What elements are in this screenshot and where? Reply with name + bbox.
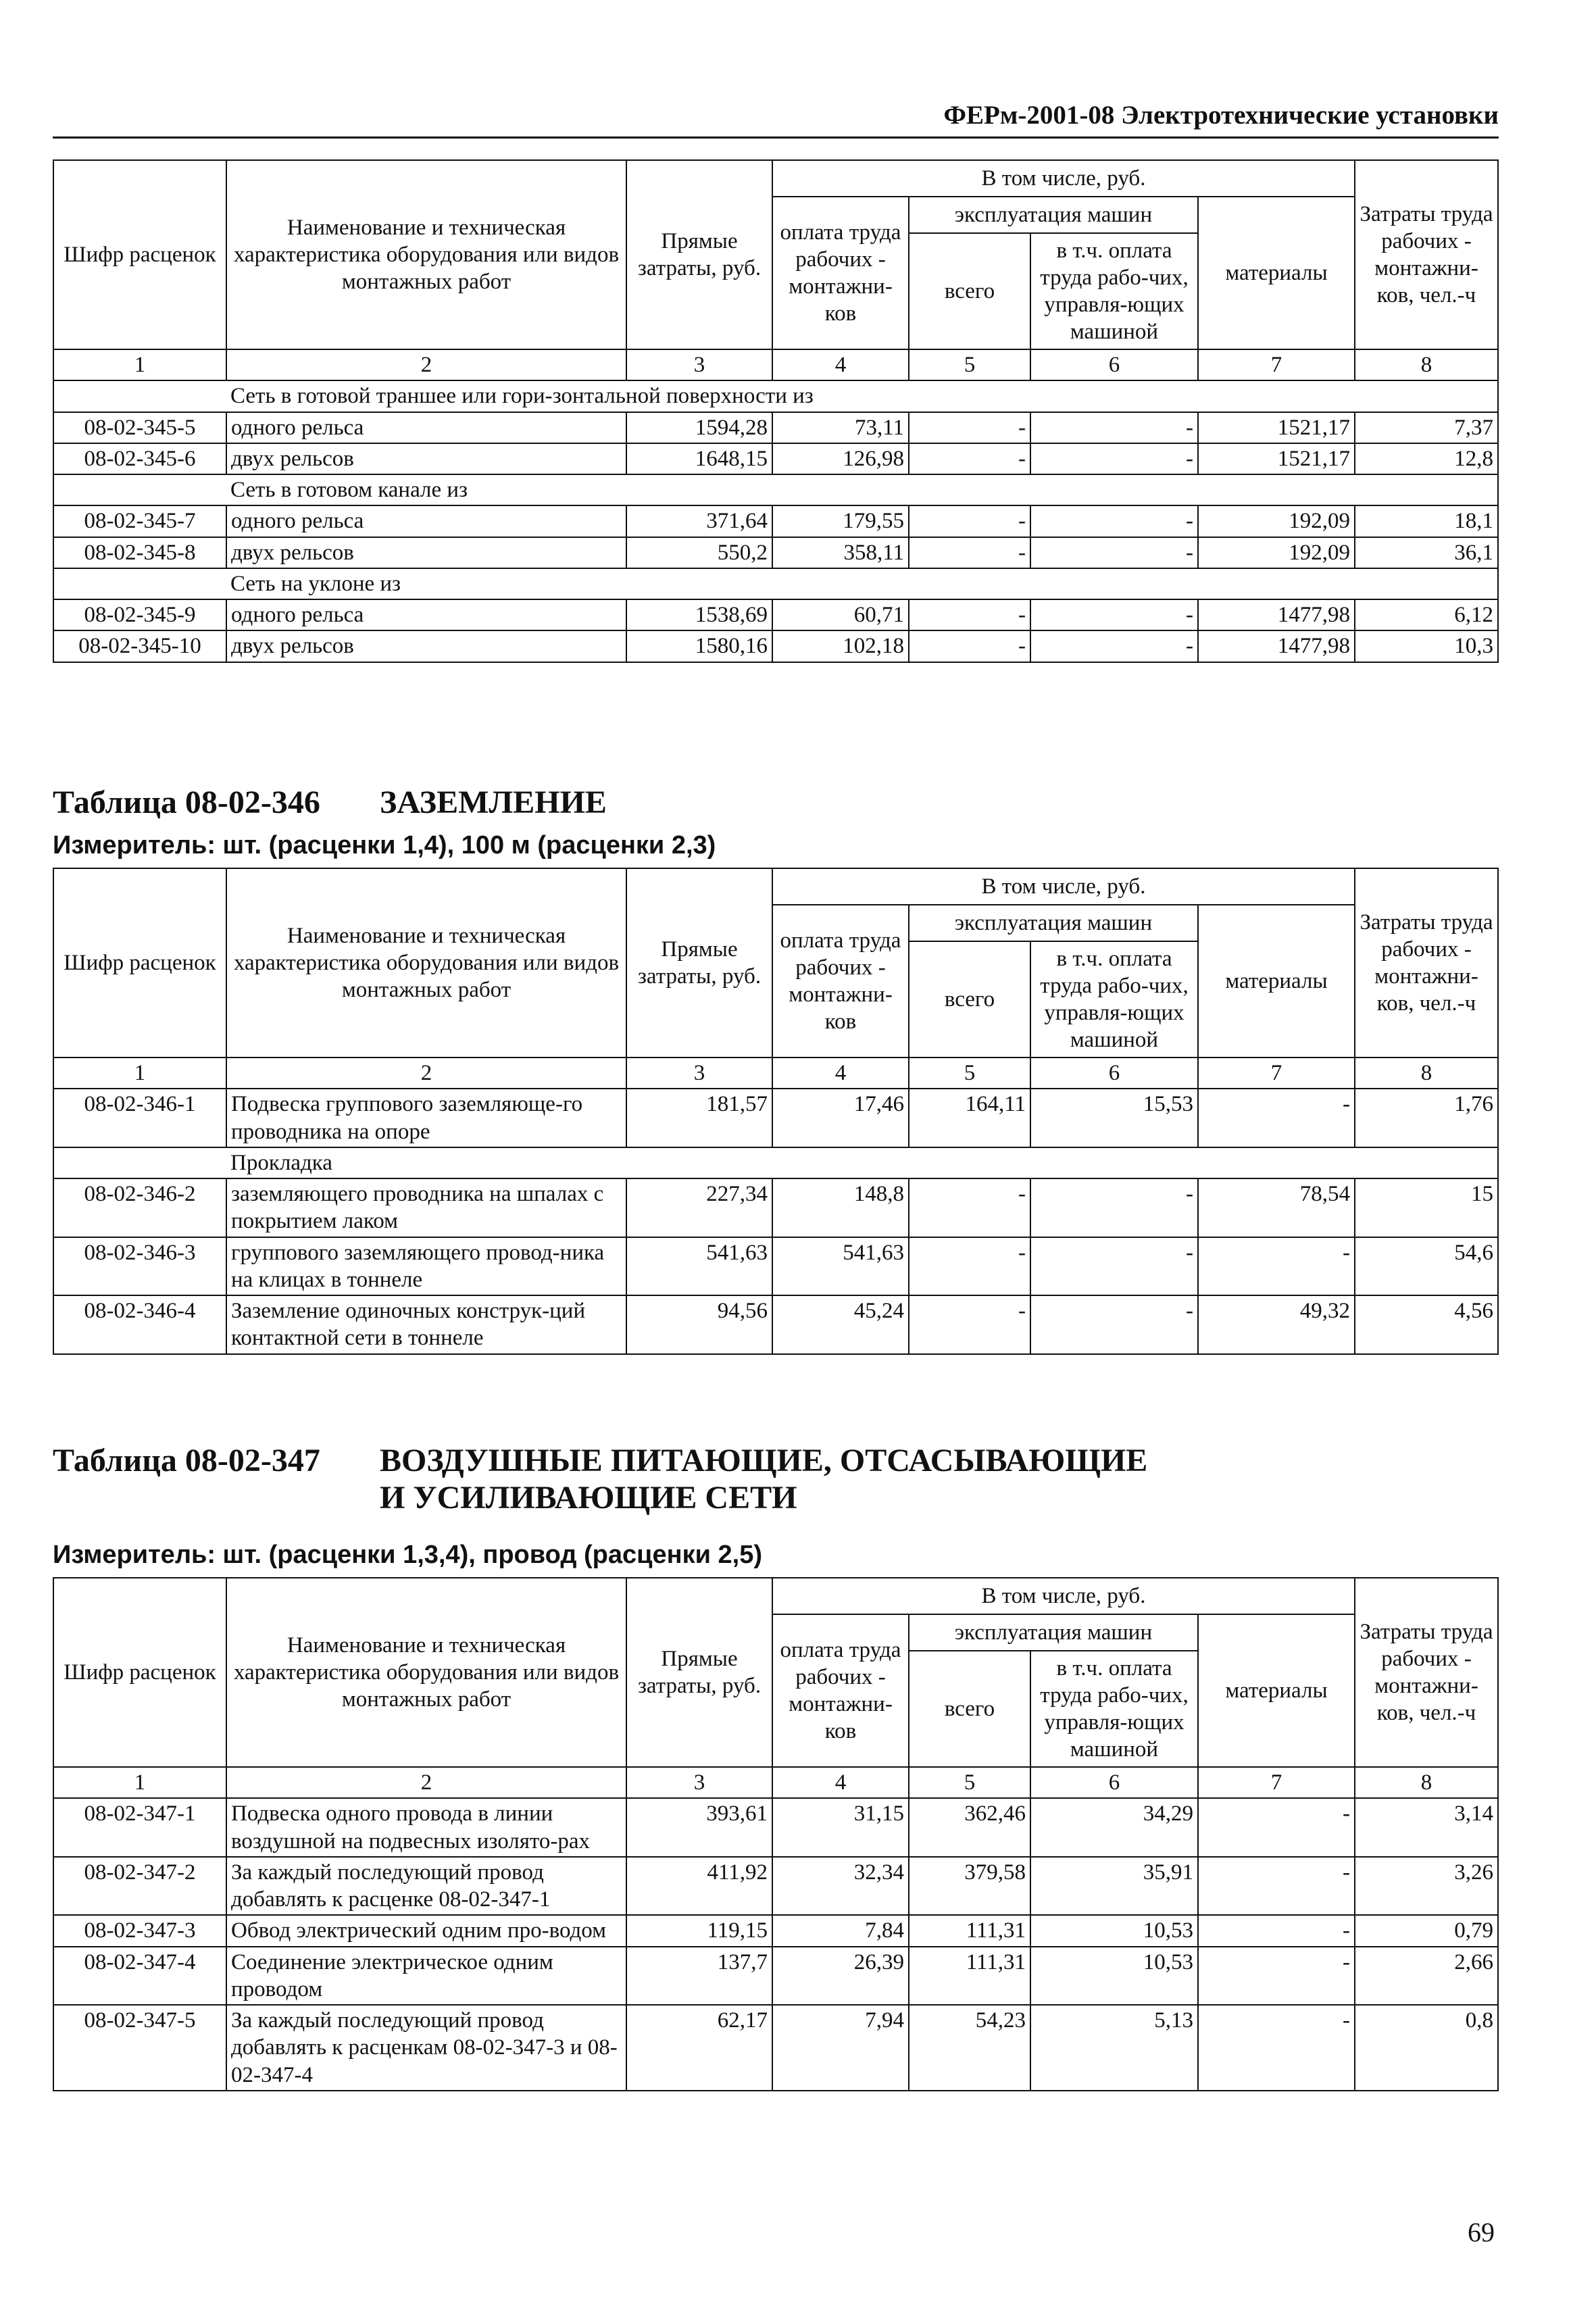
header-labor: Затраты труда рабочих - монтажни-ков, чел.-ч bbox=[1355, 868, 1498, 1057]
table-346-code: Таблица 08-02-346 bbox=[53, 785, 320, 820]
table-346-measure: Измеритель: шт. (расценки 1,4), 100 м (расценки 2,3) bbox=[53, 831, 716, 860]
section-spacer bbox=[53, 474, 226, 505]
labor-hours: 4,56 bbox=[1355, 1295, 1498, 1354]
column-number: 4 bbox=[772, 1767, 909, 1798]
labor-hours: 10,3 bbox=[1355, 630, 1498, 662]
rate-code: 08-02-346-3 bbox=[53, 1237, 226, 1296]
section-spacer bbox=[53, 380, 226, 412]
table-row bbox=[53, 1857, 1498, 1916]
table-row bbox=[53, 1295, 1498, 1354]
section-spacer bbox=[53, 568, 226, 599]
section-row bbox=[53, 1147, 1498, 1178]
header-rule bbox=[53, 136, 1499, 139]
header-labor: Затраты труда рабочих - монтажни-ков, чел.-ч bbox=[1355, 1578, 1498, 1767]
labor-hours: 12,8 bbox=[1355, 443, 1498, 474]
materials: 78,54 bbox=[1198, 1178, 1355, 1237]
machines-wages: - bbox=[1030, 537, 1198, 568]
work-name: одного рельса bbox=[226, 412, 626, 443]
column-number: 7 bbox=[1198, 1057, 1355, 1089]
header-materials: материалы bbox=[1198, 1614, 1355, 1767]
header-code: Шифр расценок bbox=[53, 160, 226, 349]
section-row bbox=[53, 568, 1498, 599]
materials: - bbox=[1198, 1798, 1355, 1857]
section-row bbox=[53, 380, 1498, 412]
materials: - bbox=[1198, 1089, 1355, 1147]
header-wages: оплата труда рабочих - монтажни-ков bbox=[772, 905, 909, 1057]
rate-code: 08-02-345-8 bbox=[53, 537, 226, 568]
direct-cost: 411,92 bbox=[626, 1857, 772, 1916]
header-mach-wages: в т.ч. оплата труда рабо-чих, управля-ющих машиной bbox=[1030, 941, 1198, 1057]
materials: - bbox=[1198, 1915, 1355, 1946]
header-wages: оплата труда рабочих - монтажни-ков bbox=[772, 1614, 909, 1767]
table-347-measure: Измеритель: шт. (расценки 1,3,4), провод (расценки 2,5) bbox=[53, 1541, 763, 1569]
machines-total: - bbox=[909, 599, 1030, 630]
column-number: 6 bbox=[1030, 1767, 1198, 1798]
table-row bbox=[53, 505, 1498, 537]
header-materials: материалы bbox=[1198, 197, 1355, 349]
rate-code: 08-02-345-7 bbox=[53, 505, 226, 537]
rate-code: 08-02-347-2 bbox=[53, 1857, 226, 1916]
table-row bbox=[53, 537, 1498, 568]
machines-wages: - bbox=[1030, 412, 1198, 443]
table-346-title bbox=[53, 784, 607, 821]
wages: 179,55 bbox=[772, 505, 909, 537]
labor-hours: 7,37 bbox=[1355, 412, 1498, 443]
table-row bbox=[53, 1237, 1498, 1296]
wages: 73,11 bbox=[772, 412, 909, 443]
machines-total: - bbox=[909, 1178, 1030, 1237]
labor-hours: 15 bbox=[1355, 1178, 1498, 1237]
table-347-name-line1: ВОЗДУШНЫЕ ПИТАЮЩИЕ, ОТСАСЫВАЮЩИЕ bbox=[380, 1443, 1148, 1478]
rate-code: 08-02-347-1 bbox=[53, 1798, 226, 1857]
wages: 17,46 bbox=[772, 1089, 909, 1147]
direct-cost: 181,57 bbox=[626, 1089, 772, 1147]
work-name: одного рельса bbox=[226, 599, 626, 630]
header-direct: Прямые затраты, руб. bbox=[626, 160, 772, 349]
rate-code: 08-02-345-5 bbox=[53, 412, 226, 443]
labor-hours: 36,1 bbox=[1355, 537, 1498, 568]
wages: 7,84 bbox=[772, 1915, 909, 1946]
header-direct: Прямые затраты, руб. bbox=[626, 1578, 772, 1767]
labor-hours: 3,26 bbox=[1355, 1857, 1498, 1916]
work-name: Подвеска одного провода в линии воздушной на подвесных изолято-рах bbox=[226, 1798, 626, 1857]
machines-wages: 10,53 bbox=[1030, 1947, 1198, 2006]
rate-code: 08-02-347-4 bbox=[53, 1947, 226, 2006]
materials: 1477,98 bbox=[1198, 630, 1355, 662]
direct-cost: 1580,16 bbox=[626, 630, 772, 662]
materials: - bbox=[1198, 1947, 1355, 2006]
table-header bbox=[53, 160, 1498, 380]
direct-cost: 119,15 bbox=[626, 1915, 772, 1946]
section-title: Сеть в готовой траншее или гори-зонтальной поверхности из bbox=[226, 380, 1498, 412]
column-number: 3 bbox=[626, 349, 772, 380]
header-machines: эксплуатация машин bbox=[909, 197, 1198, 233]
machines-total: - bbox=[909, 1295, 1030, 1354]
header-incl: В том числе, руб. bbox=[772, 868, 1355, 905]
header-code: Шифр расценок bbox=[53, 868, 226, 1057]
header-name: Наименование и техническая характеристика оборудования или видов монтажных работ bbox=[226, 868, 626, 1057]
machines-total: - bbox=[909, 537, 1030, 568]
direct-cost: 94,56 bbox=[626, 1295, 772, 1354]
machines-total: 362,46 bbox=[909, 1798, 1030, 1857]
machines-wages: 35,91 bbox=[1030, 1857, 1198, 1916]
column-number: 7 bbox=[1198, 349, 1355, 380]
rate-code: 08-02-346-1 bbox=[53, 1089, 226, 1147]
machines-total: - bbox=[909, 443, 1030, 474]
header-materials: материалы bbox=[1198, 905, 1355, 1057]
materials: 1521,17 bbox=[1198, 443, 1355, 474]
rate-code: 08-02-346-2 bbox=[53, 1178, 226, 1237]
rate-code: 08-02-345-10 bbox=[53, 630, 226, 662]
column-number: 8 bbox=[1355, 349, 1498, 380]
table-header bbox=[53, 1578, 1498, 1798]
wages: 541,63 bbox=[772, 1237, 909, 1296]
section-row bbox=[53, 474, 1498, 505]
work-name: двух рельсов bbox=[226, 537, 626, 568]
header-mach-total: всего bbox=[909, 233, 1030, 349]
header-machines: эксплуатация машин bbox=[909, 905, 1198, 941]
header-labor: Затраты труда рабочих - монтажни-ков, чел.-ч bbox=[1355, 160, 1498, 349]
header-incl: В том числе, руб. bbox=[772, 1578, 1355, 1614]
column-number: 7 bbox=[1198, 1767, 1355, 1798]
direct-cost: 550,2 bbox=[626, 537, 772, 568]
machines-wages: - bbox=[1030, 1237, 1198, 1296]
table-08-02-345 bbox=[53, 159, 1499, 663]
section-title: Прокладка bbox=[226, 1147, 1498, 1178]
machines-total: - bbox=[909, 412, 1030, 443]
machines-wages: 34,29 bbox=[1030, 1798, 1198, 1857]
direct-cost: 137,7 bbox=[626, 1947, 772, 2006]
table-347-name-line2: И УСИЛИВАЮЩИЕ СЕТИ bbox=[380, 1480, 797, 1516]
labor-hours: 0,79 bbox=[1355, 1915, 1498, 1946]
rate-code: 08-02-347-3 bbox=[53, 1915, 226, 1946]
machines-wages: - bbox=[1030, 1178, 1198, 1237]
rate-code: 08-02-345-9 bbox=[53, 599, 226, 630]
work-name: группового заземляющего провод-ника на клицах в тоннеле bbox=[226, 1237, 626, 1296]
wages: 26,39 bbox=[772, 1947, 909, 2006]
table-row bbox=[53, 1915, 1498, 1946]
work-name: Заземление одиночных конструк-ций контактной сети в тоннеле bbox=[226, 1295, 626, 1354]
column-number: 8 bbox=[1355, 1057, 1498, 1089]
wages: 45,24 bbox=[772, 1295, 909, 1354]
direct-cost: 1648,15 bbox=[626, 443, 772, 474]
table-row bbox=[53, 630, 1498, 662]
table-347-code: Таблица 08-02-347 bbox=[53, 1443, 320, 1478]
machines-wages: 10,53 bbox=[1030, 1915, 1198, 1946]
table-header bbox=[53, 868, 1498, 1089]
rate-code: 08-02-345-6 bbox=[53, 443, 226, 474]
header-mach-wages: в т.ч. оплата труда рабо-чих, управля-ющих машиной bbox=[1030, 233, 1198, 349]
work-name: двух рельсов bbox=[226, 630, 626, 662]
machines-total: 164,11 bbox=[909, 1089, 1030, 1147]
header-incl: В том числе, руб. bbox=[772, 160, 1355, 197]
wages: 102,18 bbox=[772, 630, 909, 662]
materials: - bbox=[1198, 1237, 1355, 1296]
header-code: Шифр расценок bbox=[53, 1578, 226, 1767]
table-row bbox=[53, 1089, 1498, 1147]
header-mach-total: всего bbox=[909, 1651, 1030, 1767]
table-row bbox=[53, 1947, 1498, 2006]
direct-cost: 393,61 bbox=[626, 1798, 772, 1857]
column-number: 6 bbox=[1030, 349, 1198, 380]
machines-total: 54,23 bbox=[909, 2005, 1030, 2091]
column-number: 3 bbox=[626, 1767, 772, 1798]
direct-cost: 62,17 bbox=[626, 2005, 772, 2091]
direct-cost: 1594,28 bbox=[626, 412, 772, 443]
work-name: За каждый последующий провод добавлять к расценкам 08-02-347-3 и 08-02-347-4 bbox=[226, 2005, 626, 2091]
work-name: За каждый последующий провод добавлять к расценке 08-02-347-1 bbox=[226, 1857, 626, 1916]
header-machines: эксплуатация машин bbox=[909, 1614, 1198, 1651]
machines-total: 111,31 bbox=[909, 1915, 1030, 1946]
column-number: 1 bbox=[53, 1057, 226, 1089]
wages: 31,15 bbox=[772, 1798, 909, 1857]
wages: 32,34 bbox=[772, 1857, 909, 1916]
table-346-name: ЗАЗЕМЛЕНИЕ bbox=[380, 785, 607, 820]
materials: 1477,98 bbox=[1198, 599, 1355, 630]
table-08-02-346 bbox=[53, 868, 1499, 1355]
labor-hours: 18,1 bbox=[1355, 505, 1498, 537]
direct-cost: 371,64 bbox=[626, 505, 772, 537]
machines-wages: 5,13 bbox=[1030, 2005, 1198, 2091]
labor-hours: 2,66 bbox=[1355, 1947, 1498, 2006]
machines-wages: 15,53 bbox=[1030, 1089, 1198, 1147]
wages: 148,8 bbox=[772, 1178, 909, 1237]
column-number: 4 bbox=[772, 1057, 909, 1089]
table-row bbox=[53, 412, 1498, 443]
labor-hours: 1,76 bbox=[1355, 1089, 1498, 1147]
labor-hours: 54,6 bbox=[1355, 1237, 1498, 1296]
labor-hours: 0,8 bbox=[1355, 2005, 1498, 2091]
column-number: 5 bbox=[909, 1057, 1030, 1089]
table-row bbox=[53, 599, 1498, 630]
materials: 49,32 bbox=[1198, 1295, 1355, 1354]
materials: 192,09 bbox=[1198, 537, 1355, 568]
machines-total: 379,58 bbox=[909, 1857, 1030, 1916]
materials: - bbox=[1198, 2005, 1355, 2091]
column-number: 8 bbox=[1355, 1767, 1498, 1798]
work-name: Соединение электрическое одним проводом bbox=[226, 1947, 626, 2006]
table-row bbox=[53, 443, 1498, 474]
rate-code: 08-02-347-5 bbox=[53, 2005, 226, 2091]
table-row bbox=[53, 2005, 1498, 2091]
column-number: 2 bbox=[226, 349, 626, 380]
header-mach-wages: в т.ч. оплата труда рабо-чих, управля-ющих машиной bbox=[1030, 1651, 1198, 1767]
work-name: двух рельсов bbox=[226, 443, 626, 474]
materials: 1521,17 bbox=[1198, 412, 1355, 443]
header-name: Наименование и техническая характеристика оборудования или видов монтажных работ bbox=[226, 160, 626, 349]
work-name: Обвод электрический одним про-водом bbox=[226, 1915, 626, 1946]
column-number: 5 bbox=[909, 349, 1030, 380]
table-row bbox=[53, 1178, 1498, 1237]
header-direct: Прямые затраты, руб. bbox=[626, 868, 772, 1057]
column-number: 3 bbox=[626, 1057, 772, 1089]
machines-wages: - bbox=[1030, 505, 1198, 537]
machines-wages: - bbox=[1030, 443, 1198, 474]
column-number: 1 bbox=[53, 1767, 226, 1798]
section-title: Сеть на уклоне из bbox=[226, 568, 1498, 599]
wages: 358,11 bbox=[772, 537, 909, 568]
table-347-title bbox=[53, 1442, 1147, 1516]
column-number: 6 bbox=[1030, 1057, 1198, 1089]
column-number: 1 bbox=[53, 349, 226, 380]
table-row bbox=[53, 1798, 1498, 1857]
rate-code: 08-02-346-4 bbox=[53, 1295, 226, 1354]
work-name: Подвеска группового заземляюще-го проводника на опоре bbox=[226, 1089, 626, 1147]
machines-total: 111,31 bbox=[909, 1947, 1030, 2006]
wages: 7,94 bbox=[772, 2005, 909, 2091]
table-08-02-347 bbox=[53, 1577, 1499, 2091]
column-number: 2 bbox=[226, 1057, 626, 1089]
page-header: ФЕРм-2001-08 Электротехнические установки bbox=[943, 101, 1499, 130]
labor-hours: 6,12 bbox=[1355, 599, 1498, 630]
work-name: одного рельса bbox=[226, 505, 626, 537]
machines-total: - bbox=[909, 505, 1030, 537]
machines-total: - bbox=[909, 630, 1030, 662]
section-title: Сеть в готовом канале из bbox=[226, 474, 1498, 505]
header-name: Наименование и техническая характеристика оборудования или видов монтажных работ bbox=[226, 1578, 626, 1767]
header-wages: оплата труда рабочих - монтажни-ков bbox=[772, 197, 909, 349]
direct-cost: 1538,69 bbox=[626, 599, 772, 630]
machines-wages: - bbox=[1030, 1295, 1198, 1354]
wages: 60,71 bbox=[772, 599, 909, 630]
column-number: 2 bbox=[226, 1767, 626, 1798]
machines-wages: - bbox=[1030, 599, 1198, 630]
materials: - bbox=[1198, 1857, 1355, 1916]
header-mach-total: всего bbox=[909, 941, 1030, 1057]
work-name: заземляющего проводника на шпалах с покрытием лаком bbox=[226, 1178, 626, 1237]
labor-hours: 3,14 bbox=[1355, 1798, 1498, 1857]
wages: 126,98 bbox=[772, 443, 909, 474]
column-number: 4 bbox=[772, 349, 909, 380]
column-number: 5 bbox=[909, 1767, 1030, 1798]
section-spacer bbox=[53, 1147, 226, 1178]
direct-cost: 541,63 bbox=[626, 1237, 772, 1296]
machines-total: - bbox=[909, 1237, 1030, 1296]
direct-cost: 227,34 bbox=[626, 1178, 772, 1237]
materials: 192,09 bbox=[1198, 505, 1355, 537]
page-number: 69 bbox=[1468, 2217, 1495, 2247]
machines-wages: - bbox=[1030, 630, 1198, 662]
